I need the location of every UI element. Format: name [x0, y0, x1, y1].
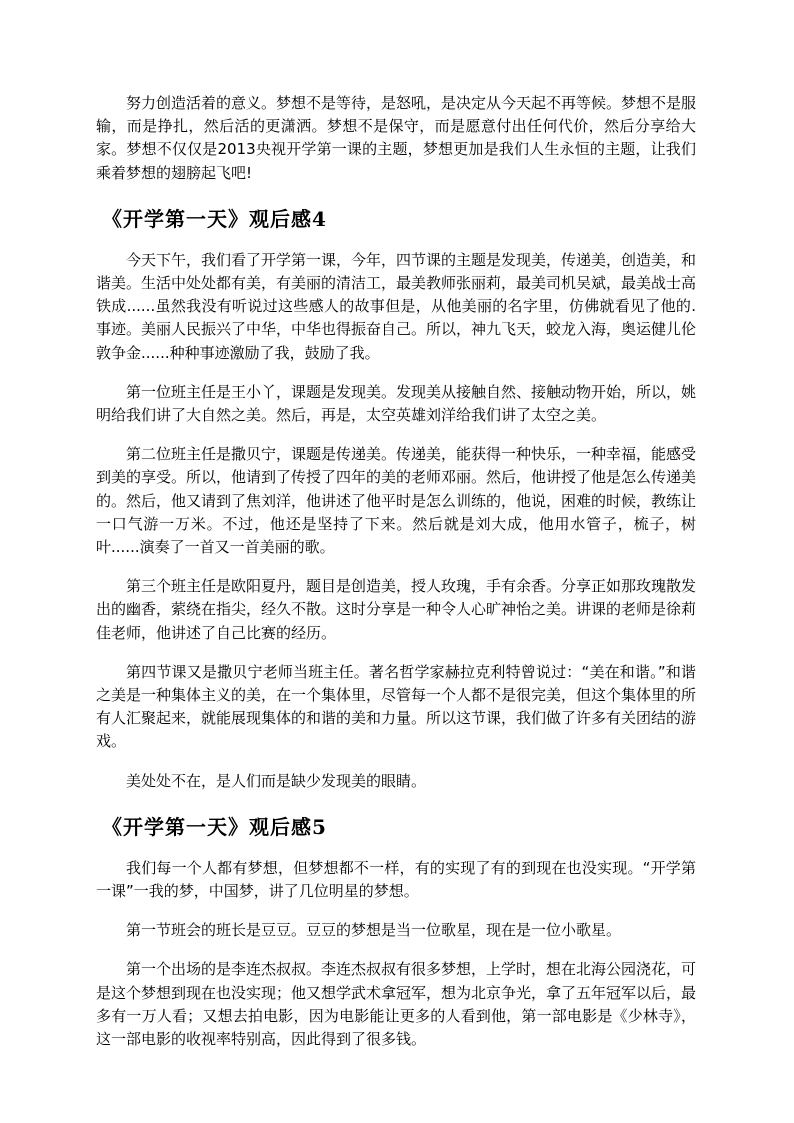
section-4-paragraph-2: 第一位班主任是王小丫，课题是发现美。发现美从接触自然、接触动物开始，所以，姚明给我们讲了大自然之美。然后，再是，太空英雄刘洋给我们讲了太空之美。	[96, 382, 697, 425]
section-4-paragraph-3: 第二位班主任是撒贝宁，课题是传递美。传递美，能获得一种快乐，一种幸福，能感受到美的享受。所以，他请到了传授了四年的美的老师邓丽。然后，他讲授了他是怎么传递美的。然后，他又请到了焦刘洋，他讲述了他平时是怎么训练的，他说，困难的时候，教练让一口气游一万米。不过，他还是坚持了下来。然后就是刘大成，他用水管子，梳子，树叶......演奏了一首又一首美丽的歌。	[96, 445, 697, 557]
intro-paragraph: 努力创造活着的意义。梦想不是等待，是怒吼，是决定从今天起不再等候。梦想不是服输，而是挣扎，然后活的更潇洒。梦想不是保守，而是愿意付出任何代价，然后分享给大家。梦想不仅仅是2013央视开学第一课的主题，梦想更加是我们人生永恒的主题，让我们乘着梦想的翅膀起飞吧!	[96, 94, 697, 182]
section-5-paragraph-3: 第一个出场的是李连杰叔叔。李连杰叔叔有很多梦想，上学时，想在北海公园浇花，可是这个梦想到现在也没实现；他又想学武术拿冠军，想为北京争光，拿了五年冠军以后，最多有一万人看；又想去拍电影，因为电影能让更多的人看到他，第一部电影是《少林寺》，这一部电影的收视率特别高，因此得到了很多钱。	[96, 960, 697, 1049]
section-4-paragraph-6: 美处处不在，是人们而是缺少发现美的眼睛。	[126, 771, 427, 790]
section-4-paragraph-5: 第四节课又是撒贝宁老师当班主任。著名哲学家赫拉克利特曾说过：“美在和谐。”和谐之美是一种集体主义的美，在一个集体里，尽管每一个人都不是很完美，但这个集体里的所有人汇聚起来，就能展现集体的和谐的美和力量。所以这节课，我们做了许多有关团结的游戏。	[96, 662, 697, 751]
section-4-paragraph-1: 今天下午，我们看了开学第一课，今年，四节课的主题是发现美，传递美，创造美，和谐美。生活中处处都有美，有美丽的清洁工，最美教师张丽莉，最美司机吴斌，最美战士高铁成......虽然我没有听说过这些感人的故事但是，从他美丽的名字里，仿佛就看见了他的.事迹。美丽人民振兴了中华，中华也得振奋自己。所以，神九飞天，蛟龙入海，奥运健儿伦敦争金......种种事迹激励了我，鼓励了我。	[96, 250, 697, 362]
section-4-title: 《开学第一天》观后感4	[102, 206, 327, 231]
section-5-paragraph-2: 第一节班会的班长是豆豆。豆豆的梦想是当一位歌星，现在是一位小歌星。	[126, 921, 622, 940]
document-page	[96, 92, 696, 1067]
section-5-title: 《开学第一天》观后感5	[102, 814, 327, 839]
section-4-paragraph-4: 第三个班主任是欧阳夏丹，题目是创造美，授人玫瑰，手有余香。分享正如那玫瑰散发出的幽香，萦绕在指尖，经久不散。这时分享是一种令人心旷神怡之美。讲课的老师是徐莉佳老师，他讲述了自己比赛的经历。	[96, 577, 697, 642]
section-5-paragraph-1: 我们每一个人都有梦想，但梦想都不一样，有的实现了有的到现在也没实现。“开学第一课”一我的梦，中国梦，讲了几位明星的梦想。	[96, 858, 696, 901]
